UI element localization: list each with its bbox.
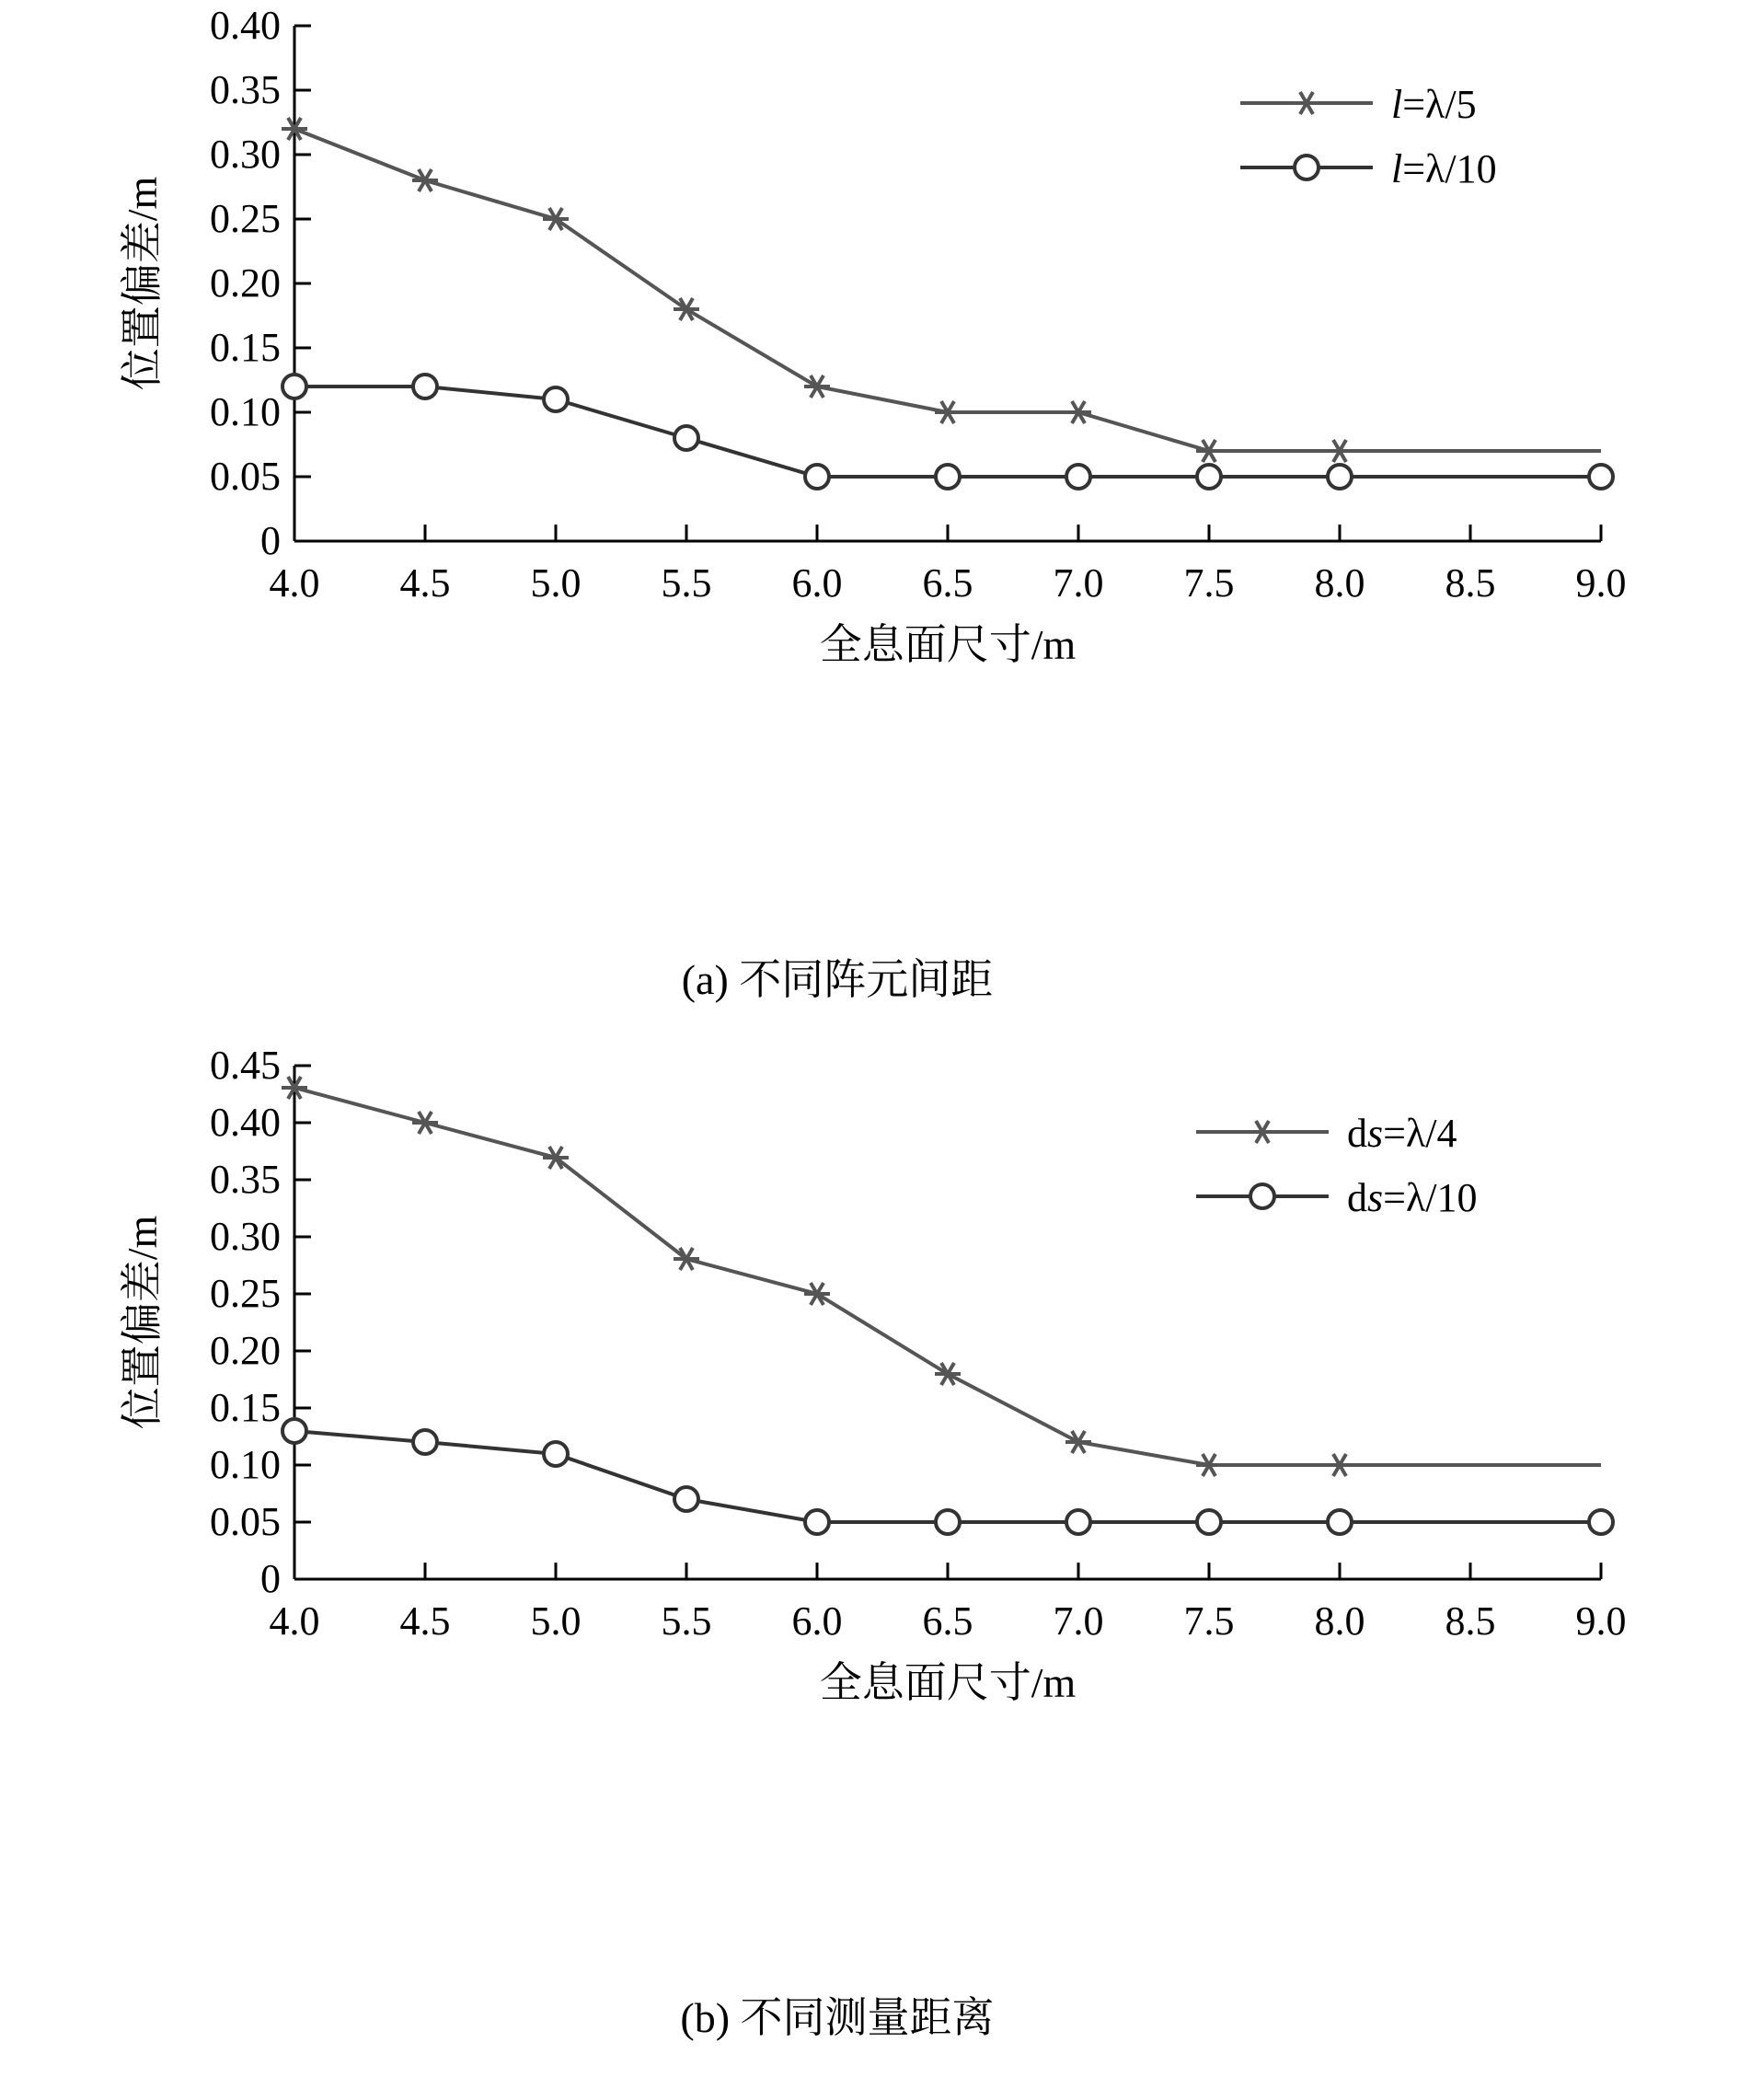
x-tick-label: 9.0 <box>1575 1598 1627 1644</box>
panel-b-legend <box>1196 1111 1478 1220</box>
legend-entry-star <box>1240 82 1477 127</box>
panel-b-y-tick-labels <box>210 1043 281 1601</box>
panel-b-series-circle <box>282 1419 1613 1534</box>
x-tick-label: 8.0 <box>1314 1598 1365 1644</box>
panel-b-x-axis-title: 全息面尺寸/m <box>819 1659 1077 1706</box>
panel-b-caption: (b) 不同测量距离 <box>680 1994 995 2041</box>
star-marker-icon <box>1250 1121 1275 1143</box>
x-tick-label: 4.0 <box>269 1598 320 1644</box>
x-tick-label: 8.5 <box>1445 560 1496 606</box>
y-tick-label: 0.35 <box>210 67 281 112</box>
x-tick-label: 7.5 <box>1183 560 1235 606</box>
y-tick-label: 0 <box>260 1556 281 1601</box>
legend-label-star: ds=λ/4 <box>1347 1111 1457 1156</box>
panel-a-x-tick-labels <box>270 560 1627 606</box>
x-tick-label: 5.5 <box>661 560 712 606</box>
y-tick-label: 0.05 <box>210 1499 281 1544</box>
y-tick-label: 0.15 <box>210 325 281 370</box>
panel-a-y-ticks <box>294 26 311 541</box>
panel-a-x-axis-title: 全息面尺寸/m <box>819 621 1077 668</box>
x-tick-label: 4.5 <box>399 560 451 606</box>
y-tick-label: 0.10 <box>210 1442 281 1487</box>
legend-entry-circle <box>1196 1175 1478 1220</box>
y-tick-label: 0.25 <box>210 1271 281 1316</box>
panel-a-caption: (a) 不同阵元间距 <box>681 956 994 1003</box>
y-tick-label: 0.20 <box>210 260 281 306</box>
panel-a-y-tick-labels <box>210 3 281 563</box>
legend-entry-circle <box>1240 146 1497 191</box>
panel-b-y-ticks <box>294 1066 311 1579</box>
y-tick-label: 0.05 <box>210 454 281 499</box>
chart-panel-b <box>0 1040 1739 2061</box>
x-tick-label: 7.0 <box>1053 560 1104 606</box>
y-tick-label: 0.45 <box>210 1043 281 1088</box>
x-tick-label: 6.5 <box>922 1598 973 1644</box>
x-tick-label: 5.5 <box>661 1598 712 1644</box>
x-tick-label: 5.0 <box>530 1598 582 1644</box>
circle-marker-icon <box>1250 1184 1274 1208</box>
y-tick-label: 0.20 <box>210 1328 281 1373</box>
y-tick-label: 0.30 <box>210 132 281 177</box>
y-tick-label: 0.35 <box>210 1157 281 1202</box>
star-marker-icon <box>1294 92 1319 114</box>
x-tick-label: 6.0 <box>791 560 843 606</box>
y-tick-label: 0.40 <box>210 1100 281 1145</box>
panel-a-series-circle <box>282 375 1613 489</box>
panel-a-plot <box>0 0 1739 939</box>
panel-b-x-ticks <box>294 1563 1601 1579</box>
panel-a-x-ticks <box>294 525 1601 541</box>
y-tick-label: 0.25 <box>210 196 281 241</box>
x-tick-label: 5.0 <box>530 560 582 606</box>
x-tick-label: 4.0 <box>269 560 320 606</box>
y-tick-label: 0 <box>260 518 281 563</box>
chart-panel-a <box>0 0 1739 1021</box>
panel-a-legend <box>1240 82 1497 191</box>
x-tick-label: 4.5 <box>399 1598 451 1644</box>
legend-label-circle: ds=λ/10 <box>1347 1175 1478 1220</box>
legend-label-star: l=λ/5 <box>1391 82 1477 127</box>
x-tick-label: 9.0 <box>1575 560 1627 606</box>
legend-label-circle: l=λ/10 <box>1391 146 1497 191</box>
circle-marker-icon <box>1295 156 1319 179</box>
panel-b-y-axis-title: 位置偏差/m <box>119 1215 166 1430</box>
x-tick-label: 8.5 <box>1445 1598 1496 1644</box>
panel-a-y-axis-title: 位置偏差/m <box>119 176 166 391</box>
x-tick-label: 6.5 <box>922 560 973 606</box>
x-tick-label: 7.5 <box>1183 1598 1235 1644</box>
panel-b-x-tick-labels <box>270 1598 1627 1644</box>
y-tick-label: 0.10 <box>210 389 281 434</box>
panel-b-plot <box>0 1040 1739 1979</box>
y-tick-label: 0.40 <box>210 3 281 48</box>
x-tick-label: 8.0 <box>1314 560 1365 606</box>
x-tick-label: 7.0 <box>1053 1598 1104 1644</box>
x-tick-label: 6.0 <box>791 1598 843 1644</box>
y-tick-label: 0.30 <box>210 1214 281 1259</box>
legend-entry-star <box>1196 1111 1457 1156</box>
y-tick-label: 0.15 <box>210 1385 281 1430</box>
